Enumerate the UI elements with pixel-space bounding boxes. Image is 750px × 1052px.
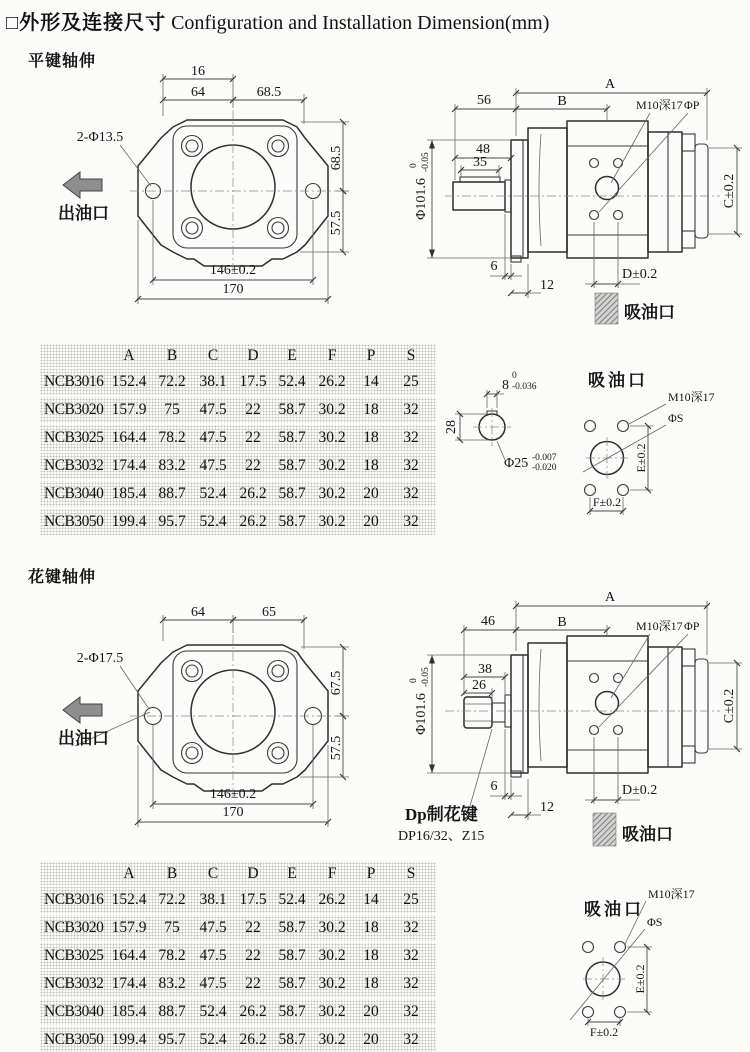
table-value-cell: 18 <box>363 947 379 964</box>
table-row <box>40 999 436 1027</box>
thread-callout-2: M10深17 <box>636 619 683 633</box>
table-value-cell: 22 <box>245 975 261 992</box>
table-value-cell: 78.2 <box>158 947 186 964</box>
table-value-cell: 32 <box>403 401 419 418</box>
table-model-cell: NCB3020 <box>44 401 104 418</box>
table-header-cell: F <box>327 864 337 882</box>
inlet-hatch-marker <box>595 293 618 324</box>
table-value-cell: 30.2 <box>318 947 346 964</box>
table-value-cell: 75 <box>164 401 180 418</box>
table-value-cell: 52.4 <box>199 1031 227 1048</box>
dim-label-8: 8 <box>502 378 509 393</box>
table-value-cell: 32 <box>403 457 419 474</box>
table-value-cell: 174.4 <box>111 457 147 474</box>
table-value-cell: 30.2 <box>318 1003 346 1020</box>
table-value-cell: 32 <box>403 485 419 502</box>
page-title-zh: □外形及连接尺寸 <box>6 12 167 34</box>
table-value-cell: 20 <box>363 1031 379 1048</box>
dim-label-28: 28 <box>444 420 459 434</box>
dia-tol-bottom: -0.05 <box>421 152 431 172</box>
inlet-port-detail-1 <box>583 370 715 515</box>
table-model-cell: NCB3025 <box>44 947 104 964</box>
table-value-cell: 26.2 <box>239 485 267 502</box>
port-plate-holes-2 <box>590 674 623 735</box>
table-header-row <box>40 344 436 369</box>
table-row <box>40 915 436 943</box>
table-value-cell: 88.7 <box>158 1003 186 1020</box>
table-model-cell: NCB3025 <box>44 429 104 446</box>
inlet-dia-callout: ΦS <box>668 411 684 425</box>
table-row <box>40 397 436 425</box>
table-value-cell: 26.2 <box>239 513 267 530</box>
table-value-cell: 20 <box>363 513 379 530</box>
dim-label-6: 6 <box>490 259 498 274</box>
table-value-cell: 47.5 <box>199 919 227 936</box>
dim-label-A: A <box>604 77 616 92</box>
table-value-cell: 30.2 <box>318 1031 346 1048</box>
dim-label-dia25: Φ25 <box>504 456 529 471</box>
bolt-holes <box>182 136 289 239</box>
table-value-cell: 58.7 <box>278 947 306 964</box>
table-value-cell: 88.7 <box>158 485 186 502</box>
table-value-cell: 52.4 <box>199 1003 227 1020</box>
port-dia-callout-2: ΦP <box>684 619 700 633</box>
table-row <box>40 971 436 999</box>
outlet-port-label: 出油口 <box>58 204 109 223</box>
dia-tol-bottom-2: -0.05 <box>421 667 431 687</box>
inlet-detail-title: 吸油口 <box>588 371 648 390</box>
bolt-holes-2 <box>182 661 289 764</box>
table-value-cell: 30.2 <box>318 401 346 418</box>
table-header-cell: B <box>166 346 178 364</box>
table-value-cell: 199.4 <box>111 1031 147 1048</box>
table-value-cell: 30.2 <box>318 975 346 992</box>
table-value-cell: 26.2 <box>318 891 346 908</box>
table-value-cell: 47.5 <box>199 429 227 446</box>
dim-label-12-2: 12 <box>540 800 554 815</box>
table-value-cell: 83.2 <box>158 457 186 474</box>
outlet-port-label-2: 出油口 <box>58 729 109 748</box>
dim-label-D: D±0.2 <box>622 267 658 282</box>
thread-callout: M10深17 <box>636 98 683 112</box>
table-value-cell: 152.4 <box>111 891 147 908</box>
table-header-cell: F <box>327 346 337 364</box>
table-value-cell: 157.9 <box>111 401 147 418</box>
table-row <box>40 481 436 509</box>
inlet-thread-callout: M10深17 <box>668 390 715 404</box>
table-value-cell: 72.2 <box>158 373 186 390</box>
table-value-cell: 58.7 <box>278 429 306 446</box>
table-value-cell: 32 <box>403 513 419 530</box>
table-value-cell: 25 <box>403 373 419 390</box>
dia25-tol-top: -0.007 <box>532 453 557 463</box>
dia25-tol-bottom: -0.020 <box>532 463 557 473</box>
table-header-cell: C <box>207 346 219 364</box>
table-header-cell: S <box>406 864 416 882</box>
dim-label-46: 46 <box>481 614 495 629</box>
dim-label-E2: E±0.2 <box>633 964 647 994</box>
table-value-cell: 52.4 <box>278 891 306 908</box>
table-value-cell: 18 <box>363 401 379 418</box>
table-value-cell: 58.7 <box>278 401 306 418</box>
table-model-cell: NCB3016 <box>44 891 104 908</box>
table-value-cell: 22 <box>245 457 261 474</box>
table-value-cell: 17.5 <box>239 891 267 908</box>
table-value-cell: 30.2 <box>318 485 346 502</box>
dim-label-6-2: 6 <box>490 779 498 794</box>
key-section-detail <box>444 371 557 473</box>
dim-label-E1: E±0.2 <box>634 443 648 473</box>
dim-label-C-2: C±0.2 <box>722 688 737 724</box>
inlet-port-detail-2 <box>570 887 695 1039</box>
table-header-cell: P <box>366 864 376 882</box>
table-value-cell: 26.2 <box>239 1031 267 1048</box>
dimension-table-flat-key <box>40 344 436 537</box>
dim-label-56: 56 <box>477 93 491 108</box>
table-row <box>40 453 436 481</box>
table-value-cell: 32 <box>403 919 419 936</box>
table-value-cell: 17.5 <box>239 373 267 390</box>
table-value-cell: 32 <box>403 947 419 964</box>
table-header-cell: E <box>287 864 297 882</box>
table-value-cell: 22 <box>245 947 261 964</box>
dim-label-B-2: B <box>557 615 567 630</box>
outlet-arrow-icon-2 <box>63 697 102 723</box>
spline-type-label: Dp制花键 <box>405 805 478 824</box>
table-value-cell: 26.2 <box>239 1003 267 1020</box>
table-value-cell: 32 <box>403 1003 419 1020</box>
table-value-cell: 58.7 <box>278 485 306 502</box>
dim-label-170: 170 <box>222 282 244 297</box>
dim-label-35: 35 <box>473 155 487 170</box>
table-value-cell: 32 <box>403 975 419 992</box>
table-value-cell: 25 <box>403 891 419 908</box>
dim-label-dia101: Φ101.6 <box>414 178 429 220</box>
table-header-cell: A <box>123 346 135 364</box>
table-value-cell: 20 <box>363 1003 379 1020</box>
table-row <box>40 887 436 915</box>
table-value-cell: 58.7 <box>278 1003 306 1020</box>
table-value-cell: 22 <box>245 401 261 418</box>
table-value-cell: 58.7 <box>278 919 306 936</box>
table-value-cell: 38.1 <box>199 891 227 908</box>
table-model-cell: NCB3032 <box>44 457 104 474</box>
table-value-cell: 14 <box>363 891 379 908</box>
table-value-cell: 72.2 <box>158 891 186 908</box>
table-value-cell: 22 <box>245 919 261 936</box>
section1-heading: 平键轴伸 <box>28 53 97 70</box>
inlet-dia-callout-2: ΦS <box>647 915 663 929</box>
dim-label-146-2: 146±0.2 <box>209 787 257 802</box>
table-model-cell: NCB3050 <box>44 513 104 530</box>
flat-key-side-view <box>409 77 742 324</box>
dim-label-57-5-2: 57.5 <box>329 735 344 761</box>
dim-label-C: C±0.2 <box>722 173 737 209</box>
spline-side-view <box>398 590 742 846</box>
table-value-cell: 38.1 <box>199 373 227 390</box>
port-dia-callout: ΦP <box>684 98 700 112</box>
table-value-cell: 58.7 <box>278 513 306 530</box>
dim-label-68-5-right: 68.5 <box>329 145 344 171</box>
dim-label-mounting-holes-2: 2-Φ17.5 <box>76 651 124 666</box>
dim-label-48: 48 <box>476 142 490 157</box>
table-value-cell: 20 <box>363 485 379 502</box>
table-value-cell: 47.5 <box>199 947 227 964</box>
table-value-cell: 58.7 <box>278 457 306 474</box>
table-header-cell: S <box>406 346 416 364</box>
section2-heading: 花键轴伸 <box>28 569 97 586</box>
table-model-cell: NCB3050 <box>44 1031 104 1048</box>
table-value-cell: 185.4 <box>111 485 147 502</box>
table-header-cell: E <box>287 346 297 364</box>
table-value-cell: 14 <box>363 373 379 390</box>
table-value-cell: 18 <box>363 457 379 474</box>
dia-tol-top: 0 <box>409 163 419 168</box>
table-value-cell: 174.4 <box>111 975 147 992</box>
table-value-cell: 95.7 <box>158 1031 186 1048</box>
spline-spec-label: DP16/32、Z15 <box>398 829 485 844</box>
table-value-cell: 18 <box>363 975 379 992</box>
port-plate-holes <box>590 159 623 220</box>
table-header-cell: A <box>123 864 135 882</box>
table-model-cell: NCB3016 <box>44 373 104 390</box>
dim-label-57-5: 57.5 <box>329 210 344 236</box>
dim-label-26: 26 <box>472 678 486 693</box>
table-header-cell: B <box>166 864 178 882</box>
dim-label-67-5: 67.5 <box>329 670 344 696</box>
inlet-hatch-marker-2 <box>593 813 616 846</box>
key-tol-bottom: -0.036 <box>512 382 537 392</box>
table-value-cell: 30.2 <box>318 513 346 530</box>
dim-label-mounting-holes: 2-Φ13.5 <box>76 130 124 145</box>
dim-label-170-2: 170 <box>222 805 244 820</box>
table-header-row <box>40 862 436 887</box>
table-value-cell: 32 <box>403 1031 419 1048</box>
dim-label-68-5-top: 68.5 <box>256 85 282 100</box>
table-value-cell: 78.2 <box>158 429 186 446</box>
table-value-cell: 52.4 <box>278 373 306 390</box>
table-value-cell: 47.5 <box>199 975 227 992</box>
dim-label-64: 64 <box>191 85 205 100</box>
table-value-cell: 199.4 <box>111 513 147 530</box>
table-row <box>40 943 436 971</box>
inlet-thread-callout-2: M10深17 <box>648 887 695 901</box>
table-row <box>40 369 436 397</box>
table-header-cell: D <box>247 346 259 364</box>
dimension-table-spline <box>40 862 436 1052</box>
pilot-dia-label-2 <box>409 667 431 735</box>
table-value-cell: 164.4 <box>111 947 147 964</box>
inlet-detail-title-2: 吸油口 <box>584 900 644 919</box>
table-value-cell: 30.2 <box>318 429 346 446</box>
dim-label-F1: F±0.2 <box>592 495 622 509</box>
dim-label-38: 38 <box>478 662 492 677</box>
dim-label-F2: F±0.2 <box>589 1025 619 1039</box>
table-value-cell: 30.2 <box>318 457 346 474</box>
key-tol-top: 0 <box>512 371 517 381</box>
table-value-cell: 26.2 <box>318 373 346 390</box>
table-row <box>40 1027 436 1052</box>
table-value-cell: 47.5 <box>199 401 227 418</box>
table-value-cell: 83.2 <box>158 975 186 992</box>
table-value-cell: 75 <box>164 919 180 936</box>
table-value-cell: 32 <box>403 429 419 446</box>
dim-label-B: B <box>557 94 567 109</box>
table-row <box>40 425 436 453</box>
table-header-cell: P <box>366 346 376 364</box>
table-value-cell: 164.4 <box>111 429 147 446</box>
table-value-cell: 58.7 <box>278 1031 306 1048</box>
page-title-en: Configuration and Installation Dimension(mm) <box>171 12 550 34</box>
outlet-arrow-icon <box>63 172 102 198</box>
table-value-cell: 58.7 <box>278 975 306 992</box>
table-value-cell: 18 <box>363 429 379 446</box>
inlet-port-label: 吸油口 <box>624 303 675 322</box>
table-model-cell: NCB3040 <box>44 1003 104 1020</box>
inlet-port-label-2: 吸油口 <box>622 825 673 844</box>
table-value-cell: 22 <box>245 429 261 446</box>
dim-label-12: 12 <box>540 278 554 293</box>
dim-label-A-2: A <box>604 590 616 605</box>
dim-label-dia101-2: Φ101.6 <box>414 693 429 735</box>
table-value-cell: 47.5 <box>199 457 227 474</box>
flat-key-front-view <box>58 64 349 304</box>
table-value-cell: 18 <box>363 919 379 936</box>
table-value-cell: 30.2 <box>318 919 346 936</box>
dim-label-64-2: 64 <box>191 605 205 620</box>
table-value-cell: 157.9 <box>111 919 147 936</box>
dim-label-65: 65 <box>262 605 276 620</box>
table-value-cell: 95.7 <box>158 513 186 530</box>
dim-label-D-2: D±0.2 <box>622 783 658 798</box>
table-value-cell: 185.4 <box>111 1003 147 1020</box>
pilot-dia-label <box>409 152 431 220</box>
table-model-cell: NCB3032 <box>44 975 104 992</box>
table-header-cell: D <box>247 864 259 882</box>
spline-front-view <box>58 605 349 827</box>
dim-label-16: 16 <box>191 64 205 79</box>
table-value-cell: 52.4 <box>199 513 227 530</box>
dim-label-146: 146±0.2 <box>209 263 257 278</box>
table-value-cell: 152.4 <box>111 373 147 390</box>
table-model-cell: NCB3020 <box>44 919 104 936</box>
table-header-cell: C <box>207 864 219 882</box>
table-value-cell: 52.4 <box>199 485 227 502</box>
table-model-cell: NCB3040 <box>44 485 104 502</box>
table-row <box>40 509 436 537</box>
dia-tol-top-2: 0 <box>409 678 419 683</box>
